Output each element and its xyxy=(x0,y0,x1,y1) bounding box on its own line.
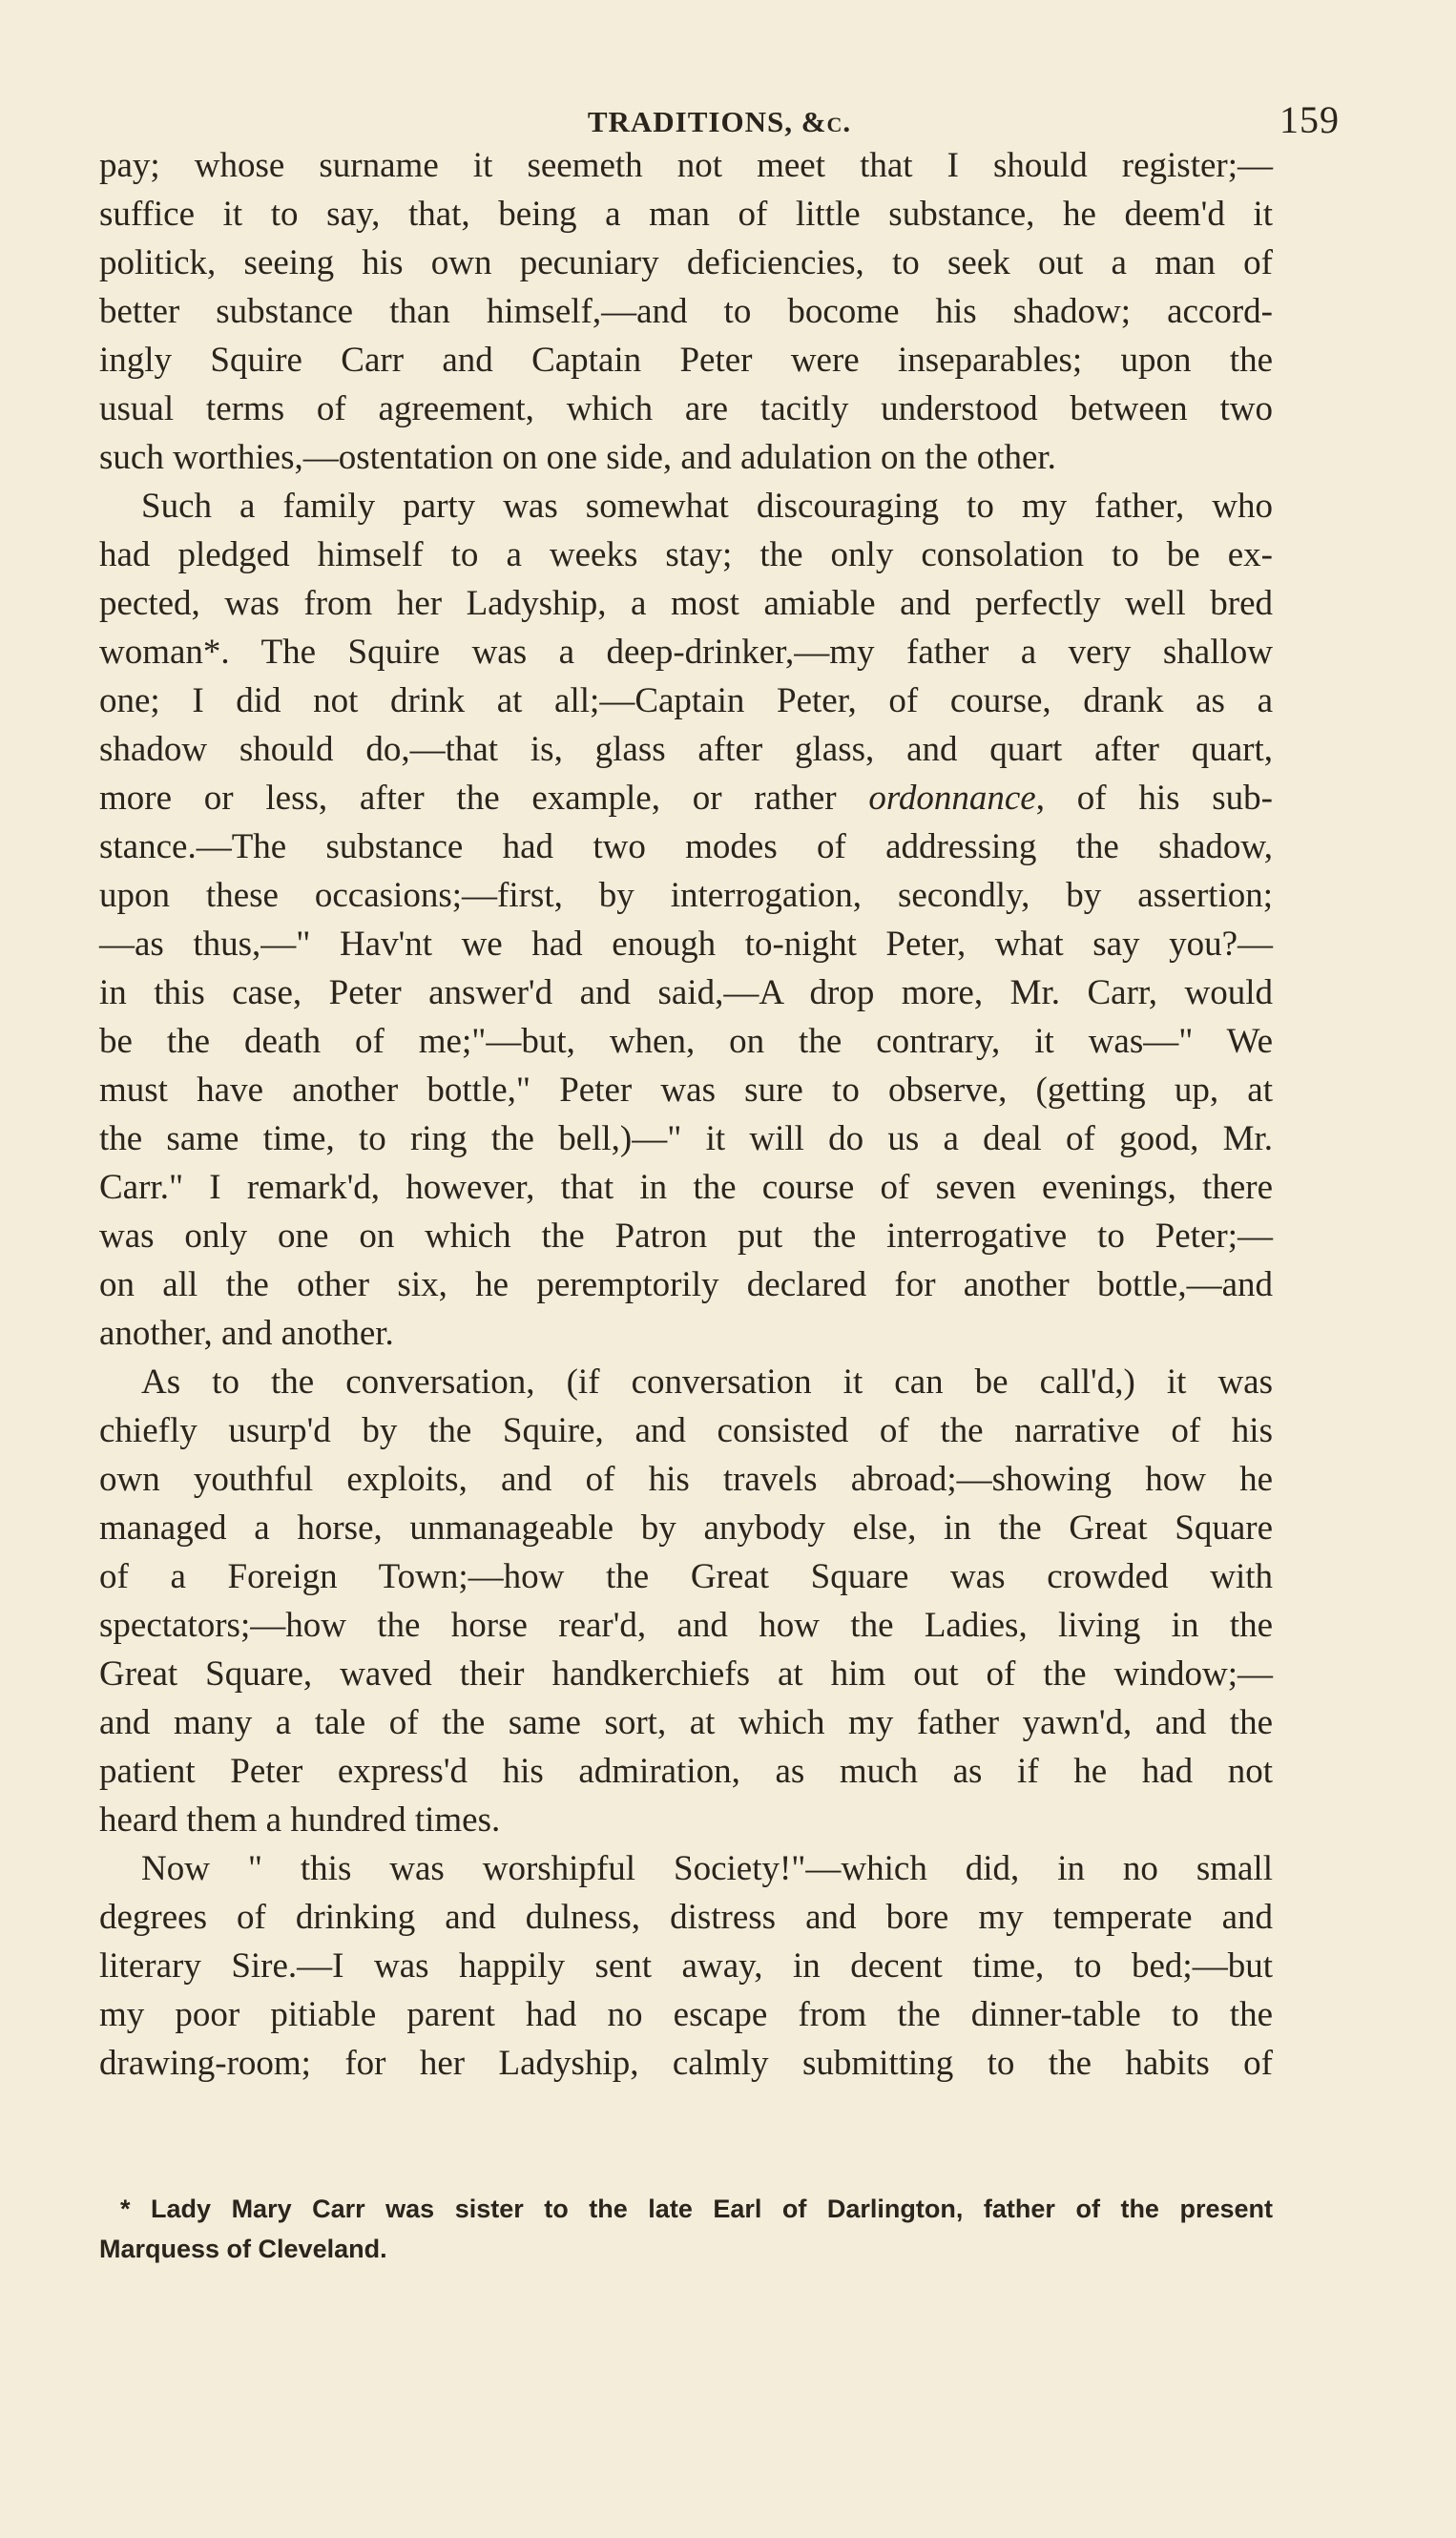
text-line: chiefly usurp'd by the Squire, and consisted of the narrative of his xyxy=(99,1411,1273,1450)
text-line: was only one on which the Patron put the interrogative to Peter;— xyxy=(99,1217,1273,1256)
text-line: such worthies,—ostentation on one side, and adulation on the other. xyxy=(99,438,1056,477)
running-title: TRADITIONS, &c. xyxy=(587,105,852,138)
text-line: more or less, after the example, or rather ordonnance, of his sub- xyxy=(99,779,1273,818)
text-line: my poor pitiable parent had no escape from the dinner-table to the xyxy=(99,1995,1273,2034)
text-line: ingly Squire Carr and Captain Peter were inseparables; upon the xyxy=(99,341,1273,380)
text-line: suffice it to say, that, being a man of little substance, he deem'd it xyxy=(99,195,1273,234)
text-line: pay; whose surname it seemeth not meet that I should register;— xyxy=(99,146,1273,185)
text-line: of a Foreign Town;—how the Great Square was crowded with xyxy=(99,1557,1273,1596)
text-line: spectators;—how the horse rear'd, and how the Ladies, living in the xyxy=(99,1606,1273,1645)
text-line: Carr." I remark'd, however, that in the course of seven evenings, there xyxy=(99,1168,1273,1207)
text-line: stance.—The substance had two modes of addressing the shadow, xyxy=(99,827,1273,866)
text-line: degrees of drinking and dulness, distress and bore my temperate and xyxy=(99,1898,1273,1937)
text-line: one; I did not drink at all;—Captain Peter, of course, drank as a xyxy=(99,681,1273,720)
text-line: —as thus,—" Hav'nt we had enough to-night Peter, what say you?— xyxy=(99,925,1273,964)
text-line: another, and another. xyxy=(99,1314,394,1353)
text-line: literary Sire.—I was happily sent away, in decent time, to bed;—but xyxy=(99,1946,1273,1986)
text-line: managed a horse, unmanageable by anybody else, in the Great Square xyxy=(99,1508,1273,1548)
text-line: on all the other six, he peremptorily declared for another bottle,—and xyxy=(99,1265,1273,1304)
text-line: heard them a hundred times. xyxy=(99,1800,501,1840)
text-line: had pledged himself to a weeks stay; the only consolation to be ex- xyxy=(99,535,1273,574)
text-line: Such a family party was somewhat discouraging to my father, who xyxy=(141,487,1273,526)
text-line: As to the conversation, (if conversation it can be call'd,) it was xyxy=(141,1363,1273,1402)
footnote-line: Marquess of Cleveland. xyxy=(99,2235,387,2263)
text-line: patient Peter express'd his admiration, as much as if he had not xyxy=(99,1752,1273,1791)
text-line: woman*. The Squire was a deep-drinker,—my father a very shallow xyxy=(99,633,1273,672)
text-line: and many a tale of the same sort, at which my father yawn'd, and the xyxy=(99,1703,1273,1742)
body-text xyxy=(99,141,1273,2088)
text-line: usual terms of agreement, which are tacitly understood between two xyxy=(99,389,1273,428)
text-line: better substance than himself,—and to bocome his shadow; accord- xyxy=(99,292,1273,331)
text-line: the same time, to ring the bell,)—" it will do us a deal of good, Mr. xyxy=(99,1119,1273,1158)
text-line: in this case, Peter answer'd and said,—A drop more, Mr. Carr, would xyxy=(99,973,1273,1012)
text-line: politick, seeing his own pecuniary deficiencies, to seek out a man of xyxy=(99,243,1273,282)
footnote-line: * Lady Mary Carr was sister to the late Earl of Darlington, father of the present xyxy=(120,2195,1273,2223)
text-line: must have another bottle," Peter was sure to observe, (getting up, at xyxy=(99,1071,1273,1110)
text-line: own youthful exploits, and of his travels abroad;—showing how he xyxy=(99,1460,1273,1499)
footnote xyxy=(99,2189,1273,2269)
text-line: Now " this was worshipful Society!"—which did, in no small xyxy=(141,1849,1273,1888)
text-line: Great Square, waved their handkerchiefs at him out of the window;— xyxy=(99,1654,1273,1694)
text-line: shadow should do,—that is, glass after glass, and quart after quart, xyxy=(99,730,1273,769)
page-number: 159 xyxy=(1279,98,1340,141)
text-line: upon these occasions;—first, by interrogation, secondly, by assertion; xyxy=(99,876,1273,915)
text-line: drawing-room; for her Ladyship, calmly submitting to the habits of xyxy=(99,2044,1273,2083)
text-line: be the death of me;"—but, when, on the contrary, it was—" We xyxy=(99,1022,1273,1061)
text-line: pected, was from her Ladyship, a most amiable and perfectly well bred xyxy=(99,584,1273,623)
